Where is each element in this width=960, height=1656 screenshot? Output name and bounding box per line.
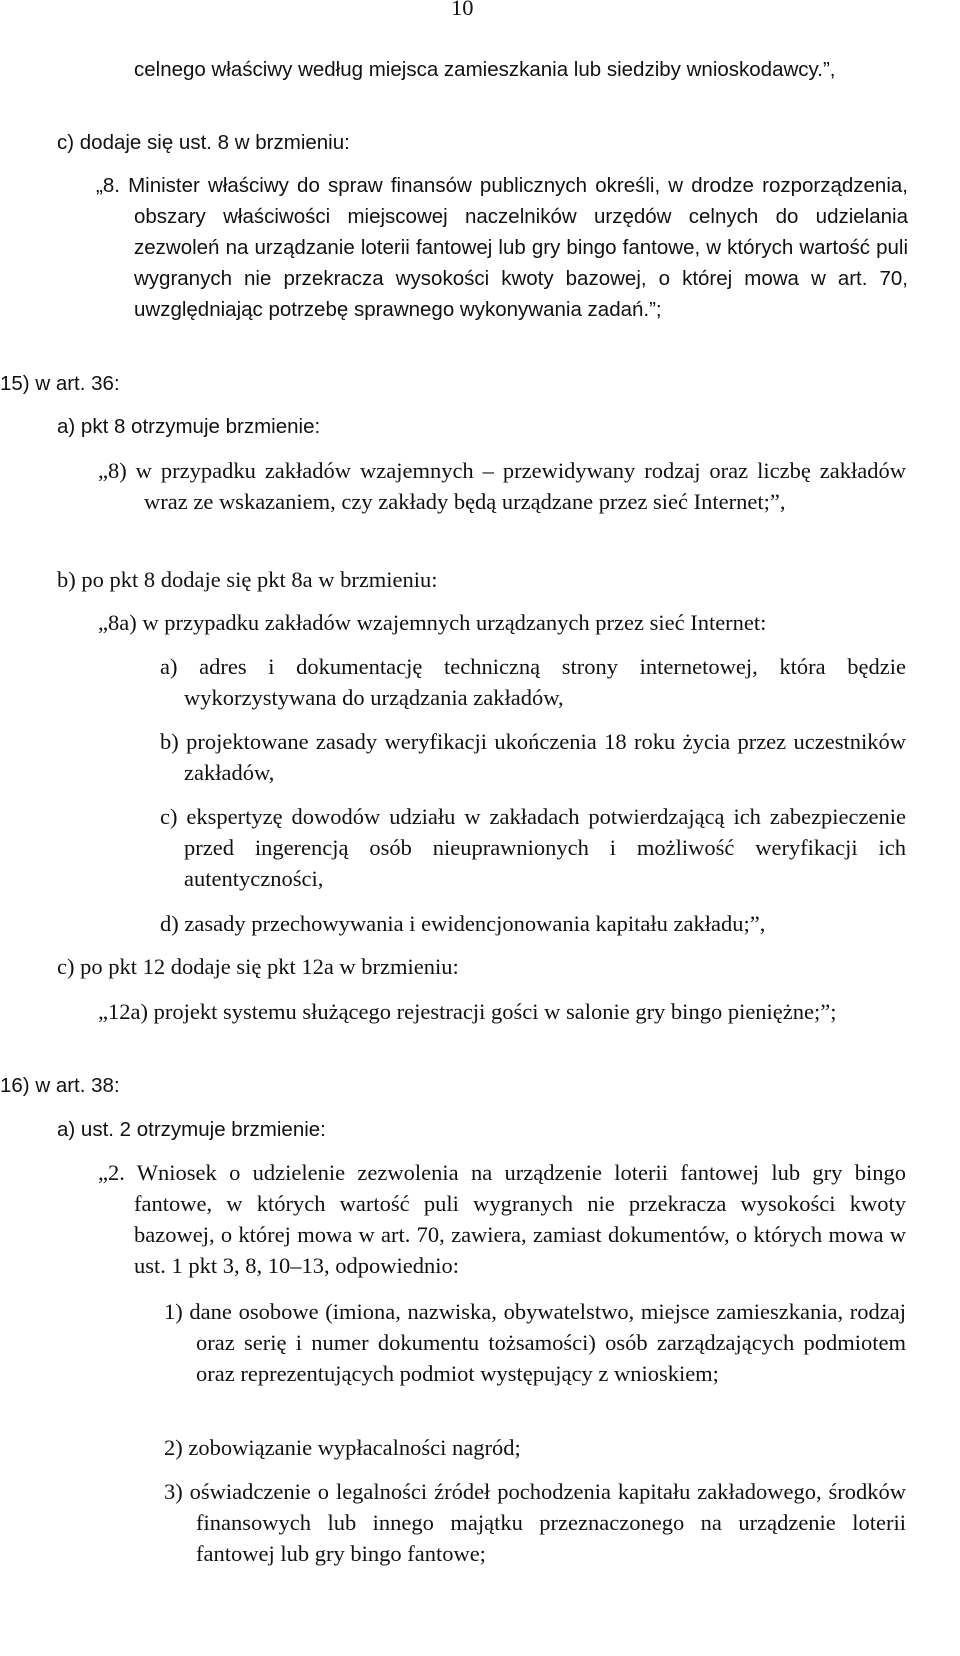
item-b-heading: b) po pkt 8 dodaje się pkt 8a w brzmieniu: — [57, 567, 438, 592]
point-16-heading: 16) w art. 38: — [0, 1074, 120, 1097]
item-a-heading-2: a) ust. 2 otrzymuje brzmienie: — [57, 1118, 326, 1141]
item-c-heading-2: c) po pkt 12 dodaje się pkt 12a w brzmieniu: — [57, 954, 459, 979]
subitem-c: c) ekspertyzę dowodów udziału w zakładach potwierdzającą ich zabezpieczenie przed ingerencją osób nieuprawnionych i możliwość weryfikacji ich autentyczności, — [160, 804, 906, 891]
page-number: 10 — [451, 0, 474, 20]
item-a-heading: a) pkt 8 otrzymuje brzmienie: — [57, 415, 321, 438]
paragraph-continuation: celnego właściwy według miejsca zamieszkania lub siedziby wnioskodawcy.”, — [134, 58, 836, 81]
enum-3: 3) oświadczenie o legalności źródeł pochodzenia kapitału zakładowego, środków finansowych lub innego majątku przeznaczonego na urządzenie loterii fantowej lub gry bingo fantowe; — [164, 1479, 906, 1566]
quoted-ust-2: „2. Wniosek o udzielenie zezwolenia na urządzenie loterii fantowej lub gry bingo fantowe, w których wartość puli wygranych nie przekracza wysokości kwoty bazowej, o której mowa w art. 70, zawiera, zamiast dokumentów, o których mowa w ust. 1 pkt 3, 8, 10–13, odpowiednio: — [98, 1160, 906, 1278]
quoted-pkt-8: „8) w przypadku zakładów wzajemnych – przewidywany rodzaj oraz liczbę zakładów wraz ze wskazaniem, czy zakłady będą urządzane przez sieć Internet;”, — [98, 458, 906, 514]
enum-2: 2) zobowiązanie wypłacalności nagród; — [164, 1435, 521, 1460]
subitem-b: b) projektowane zasady weryfikacji ukończenia 18 roku życia przez uczestników zakładów, — [160, 729, 906, 785]
subitem-d: d) zasady przechowywania i ewidencjonowania kapitału zakładu;”, — [160, 911, 766, 936]
quoted-ust-8: „8. Minister właściwy do spraw finansów publicznych określi, w drodze rozporządzenia, obszary właściwości miejscowej naczelników urzędów celnych do udzielania zezwoleń na urządzanie loterii fantowej lub gry bingo fantowe, w których wartość puli wygranych nie przekracza wysokości kwoty bazowej, o której mowa w art. 70, uwzględniając potrzebę sprawnego wykonywania zadań.”; — [96, 174, 908, 321]
item-c-heading: c) dodaje się ust. 8 w brzmieniu: — [57, 131, 350, 154]
subitem-a: a) adres i dokumentację techniczną strony internetowej, która będzie wykorzystywana do urządzania zakładów, — [160, 654, 906, 710]
enum-1: 1) dane osobowe (imiona, nazwiska, obywatelstwo, miejsce zamieszkania, rodzaj oraz serię i numer dokumentu tożsamości) osób zarządzających podmiotem oraz reprezentujących podmiot występujący z wnioskiem; — [164, 1299, 906, 1386]
quoted-pkt-8a: „8a) w przypadku zakładów wzajemnych urządzanych przez sieć Internet: — [98, 610, 767, 635]
quoted-pkt-12a: „12a) projekt systemu służącego rejestracji gości w salonie gry bingo pieniężne;”; — [98, 999, 837, 1024]
point-15-heading: 15) w art. 36: — [0, 372, 120, 395]
